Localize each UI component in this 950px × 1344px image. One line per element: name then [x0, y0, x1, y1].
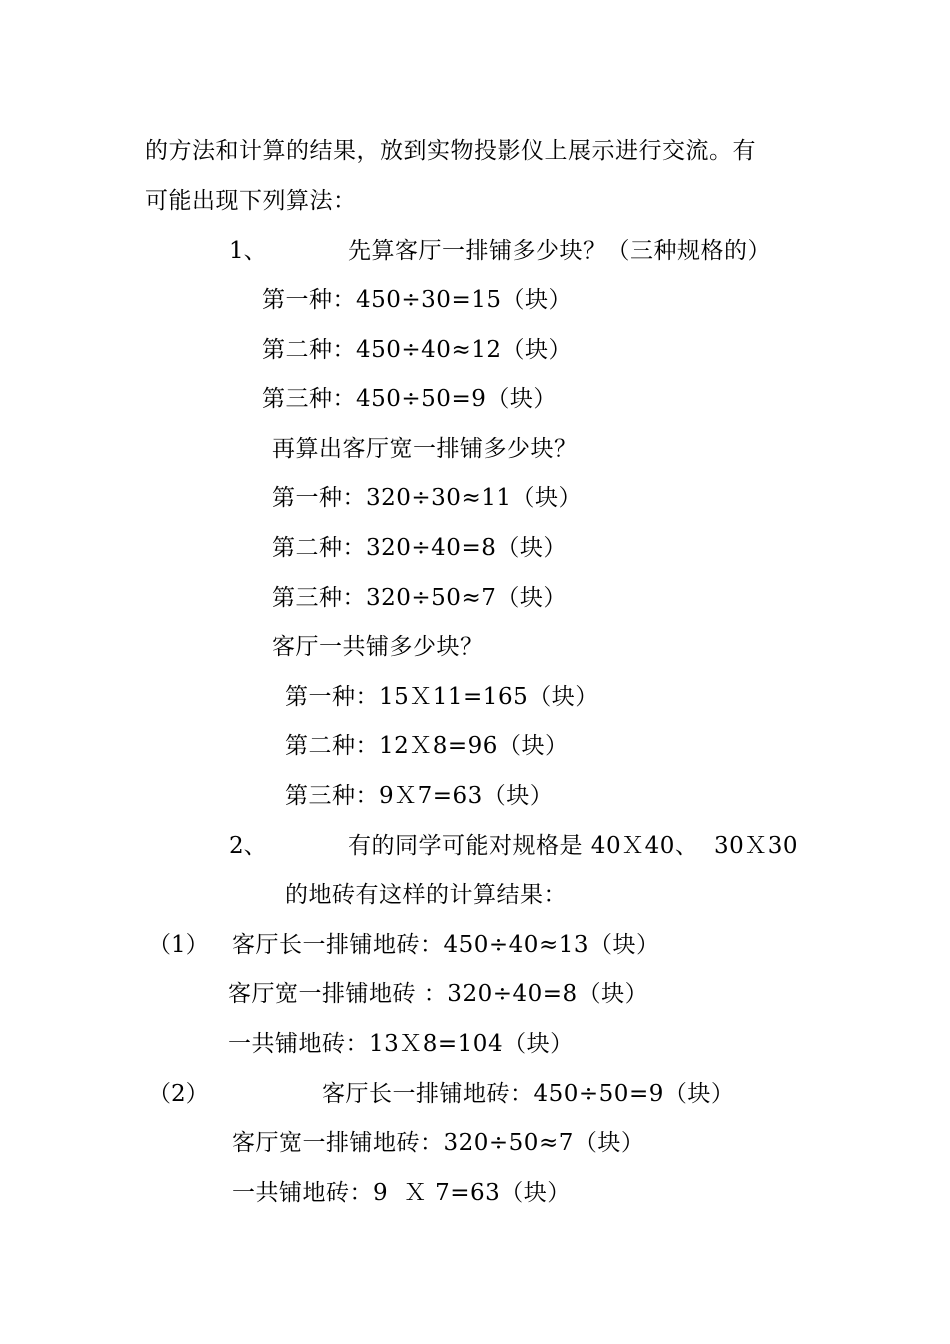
- step-2-number: 2、: [229, 833, 267, 859]
- case-1-line-3: 一共铺地砖：13Ｘ8=104（块）: [228, 1031, 574, 1057]
- width-calc-2: 第二种：320÷40=8（块）: [272, 535, 567, 561]
- case-1-line-1: 客厅长一排铺地砖：450÷40≈13（块）: [232, 932, 660, 958]
- length-calc-3: 第三种：450÷50=9（块）: [262, 386, 557, 412]
- case-2-line-3: 一共铺地砖：9 Ｘ 7=63（块）: [232, 1180, 571, 1206]
- case-2-line-1: 客厅长一排铺地砖：450÷50=9（块）: [322, 1081, 735, 1107]
- total-calc-1: 第一种：15Ｘ11=165（块）: [285, 684, 599, 710]
- width-calc-3: 第三种：320÷50≈7（块）: [272, 585, 567, 611]
- step-2-line-2: 的地砖有这样的计算结果：: [285, 882, 567, 908]
- length-calc-2: 第二种：450÷40≈12（块）: [262, 337, 572, 363]
- step-2-line-1: 有的同学可能对规格是 40Ｘ40、 30Ｘ30: [348, 833, 798, 859]
- case-1-number: （1）: [148, 932, 209, 958]
- step-1-heading: 先算客厅一排铺多少块？（三种规格的）: [348, 238, 771, 264]
- width-calc-1: 第一种：320÷30≈11（块）: [272, 485, 582, 511]
- intro-line-1: 的方法和计算的结果，放到实物投影仪上展示进行交流。有: [145, 138, 756, 164]
- total-calc-3: 第三种：9Ｘ7=63（块）: [285, 783, 554, 809]
- length-calc-1: 第一种：450÷30=15（块）: [262, 287, 572, 313]
- step-1-number: 1、: [229, 238, 267, 264]
- case-2-line-2: 客厅宽一排铺地砖：320÷50≈7（块）: [232, 1130, 645, 1156]
- intro-line-2: 可能出现下列算法：: [145, 188, 357, 214]
- total-heading: 客厅一共铺多少块？: [272, 634, 484, 660]
- width-heading: 再算出客厅宽一排铺多少块？: [272, 436, 578, 462]
- total-calc-2: 第二种：12Ｘ8=96（块）: [285, 733, 569, 759]
- case-1-line-2: 客厅宽一排铺地砖 ：320÷40=8（块）: [228, 981, 649, 1007]
- case-2-number: （2）: [148, 1081, 209, 1107]
